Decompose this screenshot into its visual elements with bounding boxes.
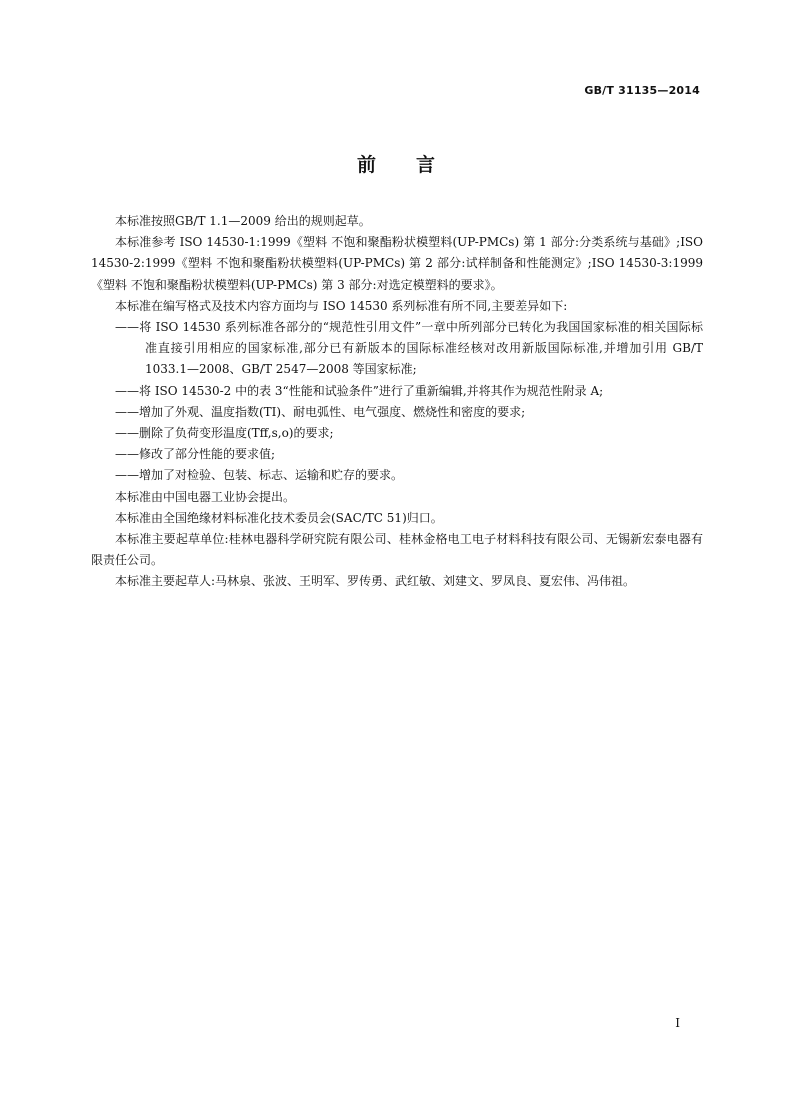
- difference-item-added-requirements: ——增加了外观、温度指数(TI)、耐电弧性、电气强度、燃烧性和密度的要求;: [115, 404, 526, 419]
- proposer-paragraph: 本标准由中国电器工业协会提出。: [115, 489, 296, 504]
- drafting-units-paragraph: 本标准主要起草单位:桂林电器科学研究院有限公司、桂林金格电工电子材料科技有限公司、无锡新宏泰电器有限责任公司。: [91, 532, 703, 568]
- difference-item-deleted-requirement: ——删除了负荷变形温度(Tff,s,o)的要求;: [115, 426, 334, 441]
- differences-intro-paragraph: 本标准在编写格式及技术内容方面均与 ISO 14530 系列标准有所不同,主要差异如下:: [115, 298, 568, 313]
- difference-item-modified-values: ——修改了部分性能的要求值;: [115, 447, 276, 462]
- standard-number: GB/T 31135—2014: [584, 84, 700, 97]
- difference-item-inspection: ——增加了对检验、包装、标志、运输和贮存的要求。: [115, 468, 404, 483]
- foreword-body: [91, 211, 707, 593]
- drafting-rule-paragraph: 本标准按照GB/T 1.1—2009 给出的规则起草。: [115, 214, 371, 228]
- reference-paragraph: 本标准参考 ISO 14530-1:1999《塑料 不饱和聚酯粉状模塑料(UP-PMCs) 第 1 部分:分类系统与基础》;ISO 14530-2:1999《塑料 不饱和聚酯粉状模塑料(UP-PMCs) 第 2 部分:试样制备和性能测定》;ISO 14530-3:1999《塑料 不饱和聚酯粉状模塑料(UP-PMCs) 第 3 部分:对选定模塑料的要求》。: [91, 235, 707, 292]
- difference-item-references: ——将 ISO 14530 系列标准各部分的“规范性引用文件”一章中所列部分已转化为我国国家标准的相关国际标准直接引用相应的国家标准,部分已有新版本的国际标准经核对改用新版国际标准,并增加引用 GB/T 1033.1—2008、GB/T 2547—2008 等国家标准;: [115, 320, 707, 377]
- committee-paragraph: 本标准由全国绝缘材料标准化技术委员会(SAC/TC 51)归口。: [115, 510, 443, 525]
- page-title: 前言: [356, 154, 475, 176]
- drafters-paragraph: 本标准主要起草人:马林泉、张波、王明军、罗传勇、武红敏、刘建文、罗凤良、夏宏伟、冯伟祖。: [115, 574, 636, 589]
- page-number: I: [675, 1016, 680, 1030]
- difference-item-table: ——将 ISO 14530-2 中的表 3“性能和试验条件”进行了重新编辑,并将其作为规范性附录 A;: [115, 383, 604, 398]
